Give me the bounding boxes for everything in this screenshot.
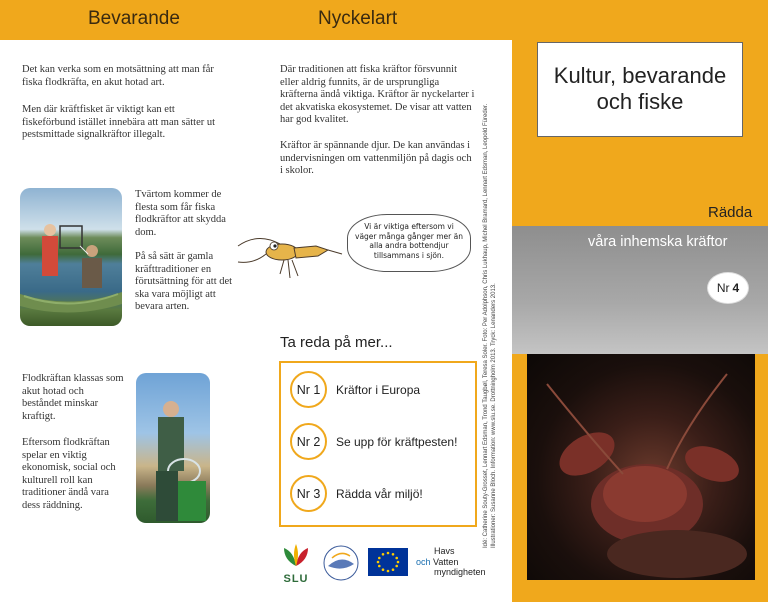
cover-subtitle: våra inhemska kräftor <box>588 234 728 250</box>
photo-credits <box>482 48 498 548</box>
issue-number-badge: Nr 1 <box>290 371 327 408</box>
logo-line: Vatten <box>433 556 459 567</box>
slu-logo <box>278 544 314 584</box>
issue-badge <box>707 272 749 304</box>
logo-line: myndigheten <box>434 567 486 577</box>
paragraph: På så sätt är gamla kräfttraditioner en förutsättning för att det ska vara möjligt att bevara arten. <box>135 251 233 312</box>
list-item[interactable] <box>290 475 423 512</box>
paragraph: Kräftor är spännande djur. De kan användas i undervisningen om vattenmiljön på dagis och i skolor. <box>280 140 472 176</box>
paragraph: Men där kräftfisket är viktigt kan ett fiskeförbund istället innebära att man sätter ut pestsmittade signalkräftor illegalt. <box>22 104 216 140</box>
photo-boat-fishing <box>20 188 122 326</box>
speech-bubble: Vi är viktiga eftersom vi väger många gånger mer än alla andra bottendjur tillsammans i sjön. <box>347 214 471 272</box>
paragraph: Det kan verka som en motsättning att man får fiska flodkräfta, en akut hotad art. <box>22 64 214 88</box>
slu-wordmark: SLU <box>283 573 309 585</box>
issue-number-badge: Nr 2 <box>290 423 327 460</box>
header-band <box>0 0 512 40</box>
cover-title-line: och fiske <box>596 89 684 114</box>
eu-flag-icon <box>368 548 408 576</box>
section-title-bevarande: Bevarande <box>88 8 180 29</box>
issue-title: Kräftor i Europa <box>336 382 421 397</box>
paragraph: Flodkräftan klassas som akut hotad och beståndet minskar kraftigt. <box>22 373 124 422</box>
cover-photo-crayfish <box>527 354 755 580</box>
more-info-box <box>279 361 477 527</box>
cartoon-crayfish-icon <box>236 228 348 288</box>
logo-line: Havs <box>434 546 455 556</box>
crayfish-photo-icon <box>527 354 755 580</box>
slu-leaf-icon <box>278 544 314 568</box>
issue-title: Rädda vår miljö! <box>336 486 423 501</box>
list-item[interactable] <box>290 371 420 408</box>
issue-badge-number: 4 <box>732 281 740 295</box>
paragraph: Tvärtom kommer de flesta som får fiska flodkräftor att skydda dom. <box>135 189 226 238</box>
havs-vatten-logo <box>416 546 496 578</box>
issue-badge-label: Nr <box>716 281 730 295</box>
cover-title-line: Kultur, bevarande <box>553 63 727 88</box>
issue-number-badge: Nr 3 <box>290 475 327 512</box>
federation-emblem-icon <box>322 544 360 582</box>
more-info-heading: Ta reda på mer... <box>280 334 393 351</box>
paragraph: Eftersom flodkräftan spelar en viktig ekonomisk, social och kulturell roll kan traditioner ändå vara dess räddning. <box>22 437 116 511</box>
list-item[interactable] <box>290 423 457 460</box>
paragraph: Där traditionen att fiska kräftor försvunnit eller aldrig funnits, är de ursprungliga kräfterna ändå viktiga. Kräftor är nyckelarter i det akvatiska ekosystemet. De visar att vatten har god kvalitet. <box>280 64 475 125</box>
cover-radda: Rädda <box>708 204 753 221</box>
issue-title: Se upp för kräftpesten! <box>336 434 458 449</box>
photo-crayfish-trap <box>136 373 210 523</box>
cover-title <box>537 42 743 137</box>
section-title-nyckelart: Nyckelart <box>318 8 398 29</box>
credits-line: Illustrationer: Susanne Bloch. Information: www.slu.se. Drottningholm 2013. Tryck: Lenanders 2013. <box>491 283 497 548</box>
credits-line: Idé: Catherine Souty-Grosset, Lennart Edsman, Trond Taugbøl, Teresa Soler. Foto: Per Adolphson, Chris Lukhaup, Michel Bramard, Lennart Edsman, Leopold Füreder. <box>483 103 489 548</box>
logo-line: och <box>416 556 431 567</box>
